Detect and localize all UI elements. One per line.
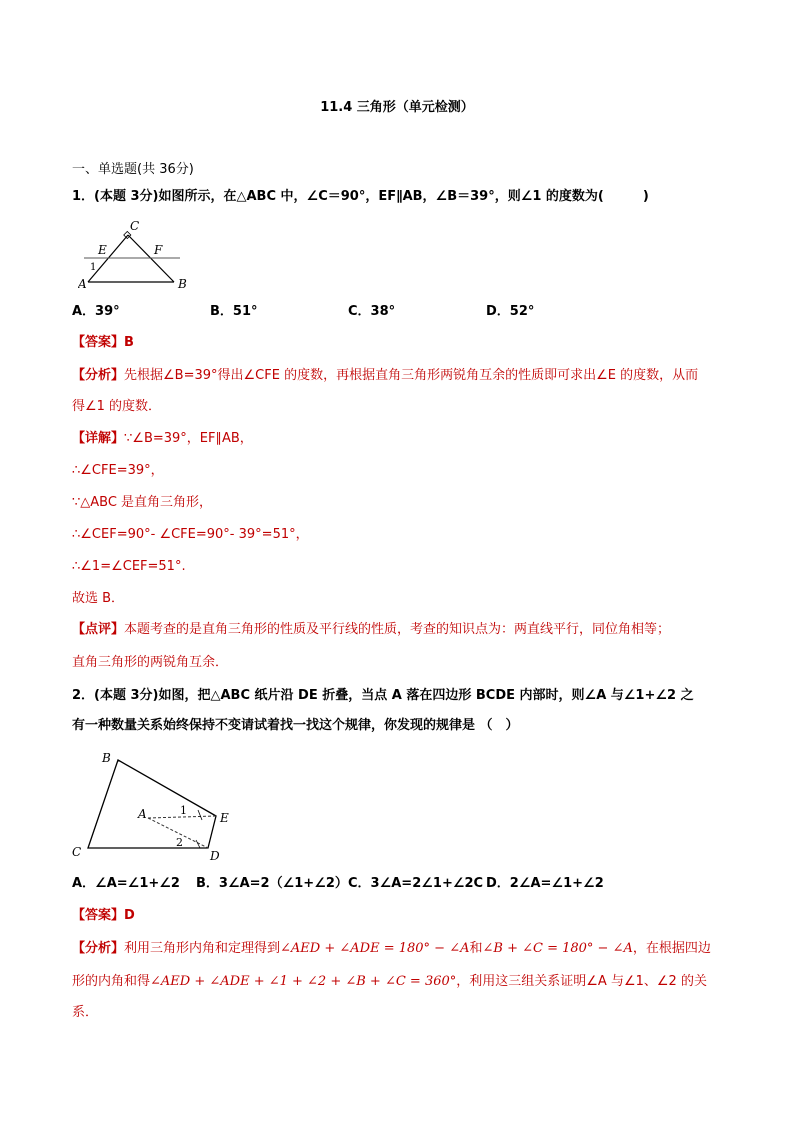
q2-analysis-formula-3: ∠AED + ∠ADE + ∠1 + ∠2 + ∠B + ∠C = 360° <box>150 974 457 989</box>
q2-label-angle-1: 1 <box>180 804 187 817</box>
q1-detail-line-1 <box>72 429 722 449</box>
q2-label-e: E <box>220 811 229 825</box>
q2-analysis-tag: 【分析】 <box>72 941 125 956</box>
q1-answer-value: B <box>124 335 134 350</box>
q1-comment-text-1: 本题考查的是直角三角形的性质及平行线的性质，考查的知识点为：两直线平行，同位角相等； <box>124 622 671 637</box>
q1-label-f: F <box>154 243 163 257</box>
q2-analysis-line-1 <box>72 939 722 959</box>
q2-option-d: D．2∠A=∠1+∠2 <box>486 876 604 891</box>
q2-analysis-text-2a: 形的内角和得 <box>72 974 151 989</box>
q2-label-c: C <box>72 845 82 859</box>
q1-option-b: B．51° <box>210 304 258 319</box>
q2-stem-line-1: 2．(本题 3分)如图，把△ABC 纸片沿 DE 折叠，当点 A 落在四边形 BCDE 内部时，则∠A 与∠1+∠2 之 <box>72 688 694 703</box>
q1-label-angle-1: 1 <box>90 262 97 273</box>
q2-analysis-line-3: 系． <box>72 1005 99 1020</box>
q2-label-d: D <box>210 849 220 863</box>
q2-answer-value: D <box>124 908 135 923</box>
q2-analysis-text-1b: 和 <box>469 941 483 956</box>
q2-option-c: C．3∠A=2∠1+∠2C <box>348 876 484 891</box>
q1-detail-tag: 【详解】 <box>72 431 125 446</box>
q2-analysis-line-2 <box>72 972 722 992</box>
q1-detail-line-5: ∴∠1=∠CEF=51°. <box>72 559 186 574</box>
q2-stem-line-2: 有一种数量关系始终保持不变请试着找一找这个规律，你发现的规律是 （ ） <box>72 718 519 733</box>
q2-answer <box>72 906 722 926</box>
q2-analysis-formula-2: ∠B + ∠C = 180° − ∠A <box>482 941 633 956</box>
q1-option-c: C．38° <box>348 304 396 319</box>
q2-analysis-formula-1: ∠AED + ∠ADE = 180° − ∠A <box>280 941 470 956</box>
q1-triangle-figure <box>78 216 188 294</box>
q1-comment-line-1 <box>72 620 722 640</box>
q1-comment-tag: 【点评】 <box>72 622 125 637</box>
q2-analysis-text-1a: 利用三角形内角和定理得到 <box>124 941 281 956</box>
q1-label-c: C <box>130 219 140 233</box>
q2-analysis-text-2b: ，利用这三组关系证明∠A 与∠1、∠2 的关 <box>456 974 707 989</box>
q2-quadrilateral-figure <box>70 744 240 866</box>
q1-analysis-line-2: 得∠1 的度数． <box>72 399 162 414</box>
q2-answer-tag: 【答案】 <box>72 908 125 923</box>
page-title: 11.4 三角形（单元检测） <box>320 100 474 115</box>
q1-detail-line-3: ∵△ABC 是直角三角形， <box>72 495 213 510</box>
q1-answer <box>72 333 722 353</box>
q1-label-e: E <box>98 243 107 257</box>
q1-detail-line-4: ∴∠CEF=90°- ∠CFE=90°- 39°=51°， <box>72 527 309 542</box>
q2-analysis-text-1c: ，在根据四边 <box>632 941 711 956</box>
q1-option-d: D．52° <box>486 304 535 319</box>
q2-label-angle-2: 2 <box>176 836 183 849</box>
q2-option-b: B．3∠A=2（∠1+∠2） <box>196 876 348 891</box>
q1-analysis-tag: 【分析】 <box>72 368 125 383</box>
q2-label-b: B <box>102 751 111 765</box>
q1-conclusion: 故选 B． <box>72 591 125 606</box>
q2-label-a: A <box>138 807 147 821</box>
q1-stem: 1．(本题 3分)如图所示，在△ABC 中，∠C＝90°，EF∥AB，∠B＝39°，则∠1 的度数为( ) <box>72 189 649 204</box>
q1-detail-line-2: ∴∠CFE=39°， <box>72 463 164 478</box>
q1-option-a: A．39° <box>72 304 120 319</box>
q1-detail-text-1: ∵∠B=39°，EF∥AB， <box>124 431 253 446</box>
q1-label-a: A <box>78 277 87 291</box>
q1-comment-line-2: 直角三角形的两锐角互余． <box>72 655 229 670</box>
q2-option-a: A．∠A=∠1+∠2 <box>72 876 180 891</box>
q1-answer-tag: 【答案】 <box>72 335 125 350</box>
section-heading: 一、单选题(共 36分) <box>72 162 194 177</box>
q1-analysis-text-1: 先根据∠B=39°得出∠CFE 的度数，再根据直角三角形两锐角互余的性质即可求出∠E 的度数，从而 <box>124 368 699 383</box>
q1-label-b: B <box>178 277 187 291</box>
q1-analysis-line-1 <box>72 366 722 386</box>
